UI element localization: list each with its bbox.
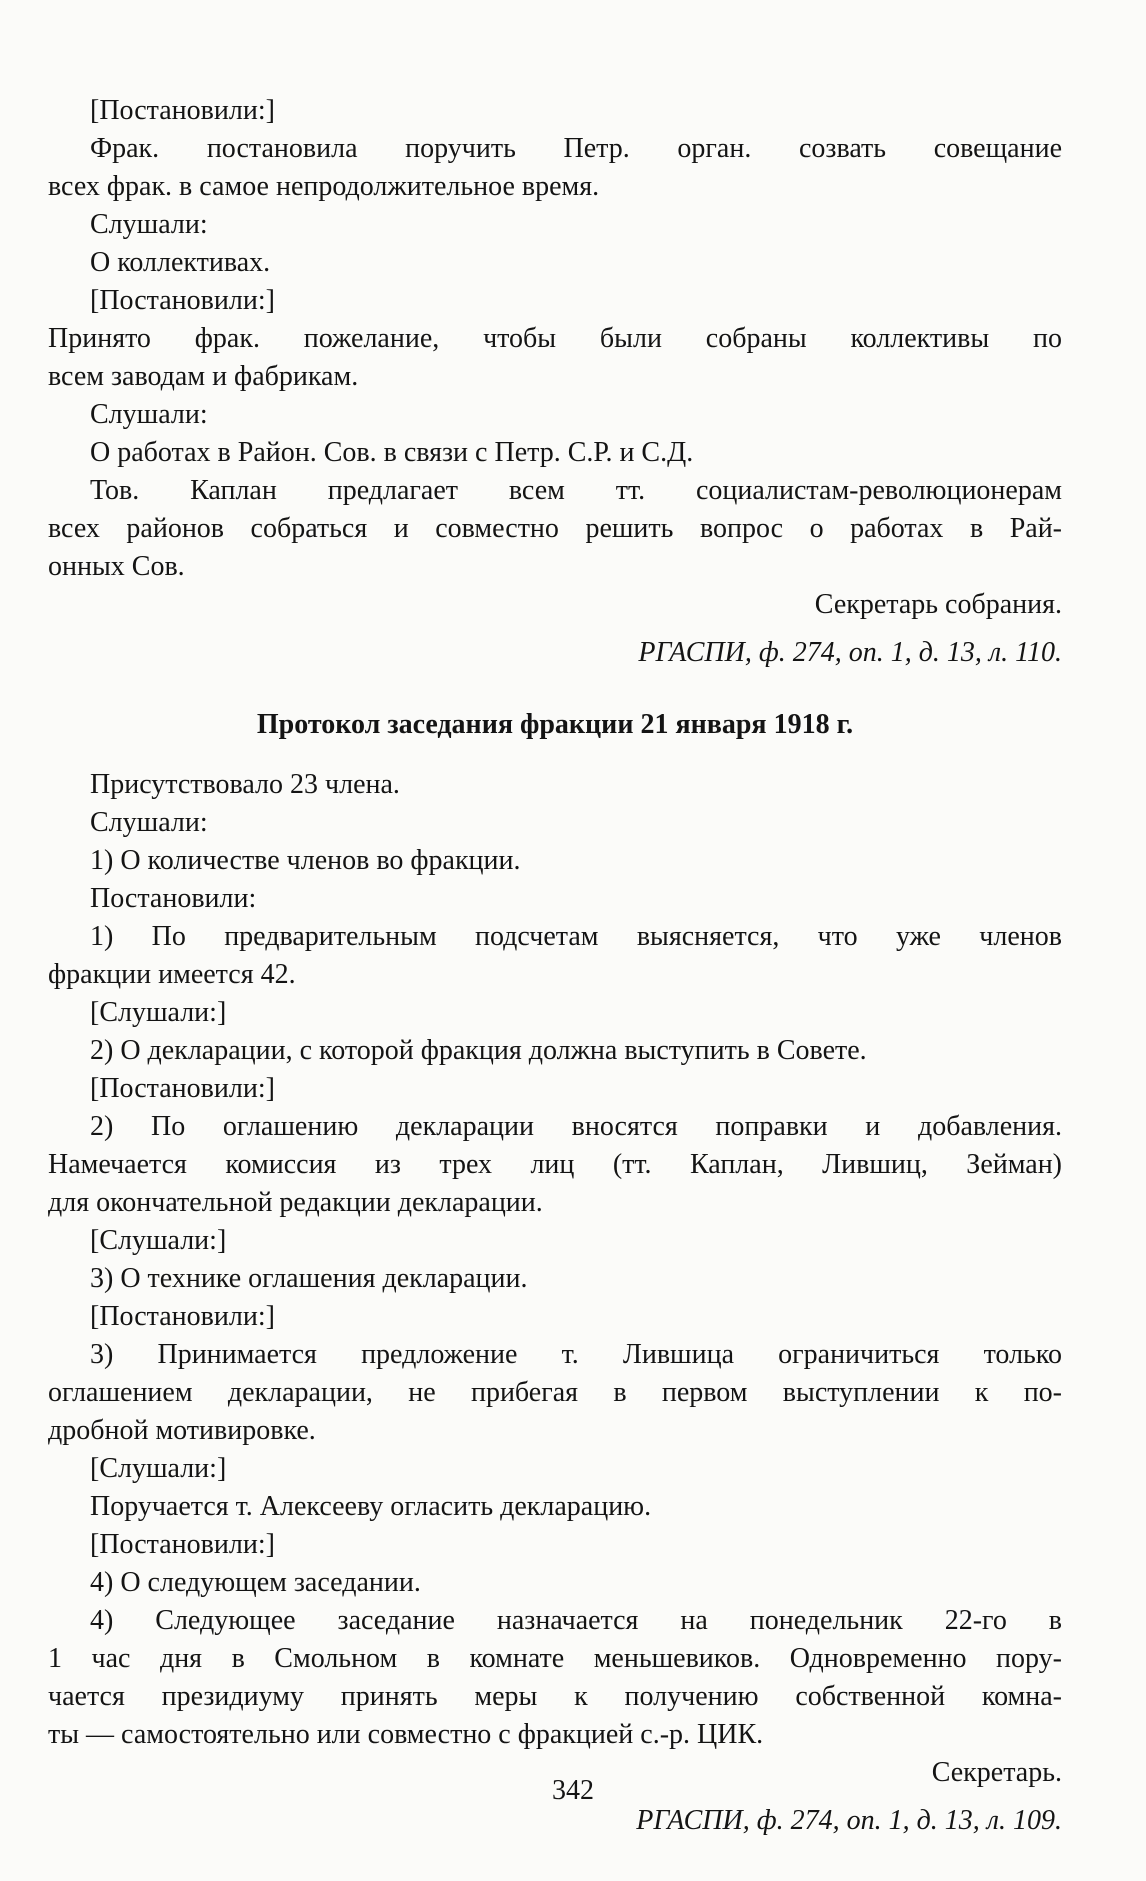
text-column (48, 92, 1062, 1840)
archive-source: РГАСПИ, ф. 274, оп. 1, д. 13, л. 110. (638, 637, 1062, 668)
page-number: 342 (552, 1775, 594, 1806)
text-line: онных Сов. (48, 551, 185, 582)
text-line: Слушали: (90, 399, 208, 430)
text-line: [Постановили:] (90, 1301, 275, 1332)
protocol-heading: Протокол заседания фракции 21 января 1918 г. (256, 709, 854, 740)
text-line: Намечается комиссия из трех лиц (тт. Каплан, Лившиц, Зейман) (48, 1149, 1062, 1180)
text-line: 3) Принимается предложение т. Лившица ограничиться только (90, 1339, 1062, 1370)
text-line: 2) О декларации, с которой фракция должна выступить в Совете. (90, 1035, 867, 1066)
text-line: для окончательной редакции декларации. (48, 1187, 543, 1218)
text-line: фракции имеется 42. (48, 959, 296, 990)
text-line: [Постановили:] (90, 1073, 275, 1104)
text-line: Тов. Каплан предлагает всем тт. социалистам-революционерам (90, 475, 1062, 506)
text-line: 1 час дня в Смольном в комнате меньшевиков. Одновременно пору- (48, 1643, 1062, 1674)
text-line: [Слушали:] (90, 1225, 227, 1256)
text-line: 1) По предварительным подсчетам выясняется, что уже членов (90, 921, 1062, 952)
text-line: 2) По оглашению декларации вносятся поправки и добавления. (90, 1111, 1062, 1142)
text-line: О работах в Район. Сов. в связи с Петр. С.Р. и С.Д. (90, 437, 694, 468)
text-line: [Слушали:] (90, 997, 227, 1028)
text-line: Фрак. постановила поручить Петр. орган. созвать совещание (90, 133, 1062, 164)
text-line: [Слушали:] (90, 1453, 227, 1484)
text-line: О коллективах. (90, 247, 271, 278)
signature: Секретарь. (931, 1757, 1062, 1788)
text-line: 1) О количестве членов во фракции. (90, 845, 521, 876)
text-line: Принято фрак. пожелание, чтобы были собраны коллективы по (48, 323, 1062, 354)
text-line: [Постановили:] (90, 1529, 275, 1560)
archive-source: РГАСПИ, ф. 274, оп. 1, д. 13, л. 109. (636, 1805, 1062, 1836)
text-line: 4) Следующее заседание назначается на понедельник 22-го в (90, 1605, 1062, 1636)
text-line: Слушали: (90, 209, 208, 240)
text-line: Поручается т. Алексееву огласить декларацию. (90, 1491, 652, 1522)
text-line: всем заводам и фабрикам. (48, 361, 359, 392)
text-line: Постановили: (90, 883, 257, 914)
text-line: Присутствовало 23 члена. (90, 769, 400, 800)
text-line: [Постановили:] (90, 285, 275, 316)
signature: Секретарь собрания. (814, 589, 1062, 620)
text-line: 3) О технике оглашения декларации. (90, 1263, 528, 1294)
text-line: Слушали: (90, 807, 208, 838)
text-line: [Постановили:] (90, 95, 275, 126)
text-line: ты — самостоятельно или совместно с фракцией с.-р. ЦИК. (48, 1719, 764, 1750)
text-line: оглашением декларации, не прибегая в первом выступлении к по- (48, 1377, 1062, 1408)
text-line: 4) О следующем заседании. (90, 1567, 421, 1598)
text-line: чается президиуму принять меры к получению собственной комна- (48, 1681, 1062, 1712)
text-line: дробной мотивировке. (48, 1415, 316, 1446)
text-line: всех районов собраться и совместно решить вопрос о работах в Рай- (48, 513, 1062, 544)
text-line: всех фрак. в самое непродолжительное время. (48, 171, 600, 202)
